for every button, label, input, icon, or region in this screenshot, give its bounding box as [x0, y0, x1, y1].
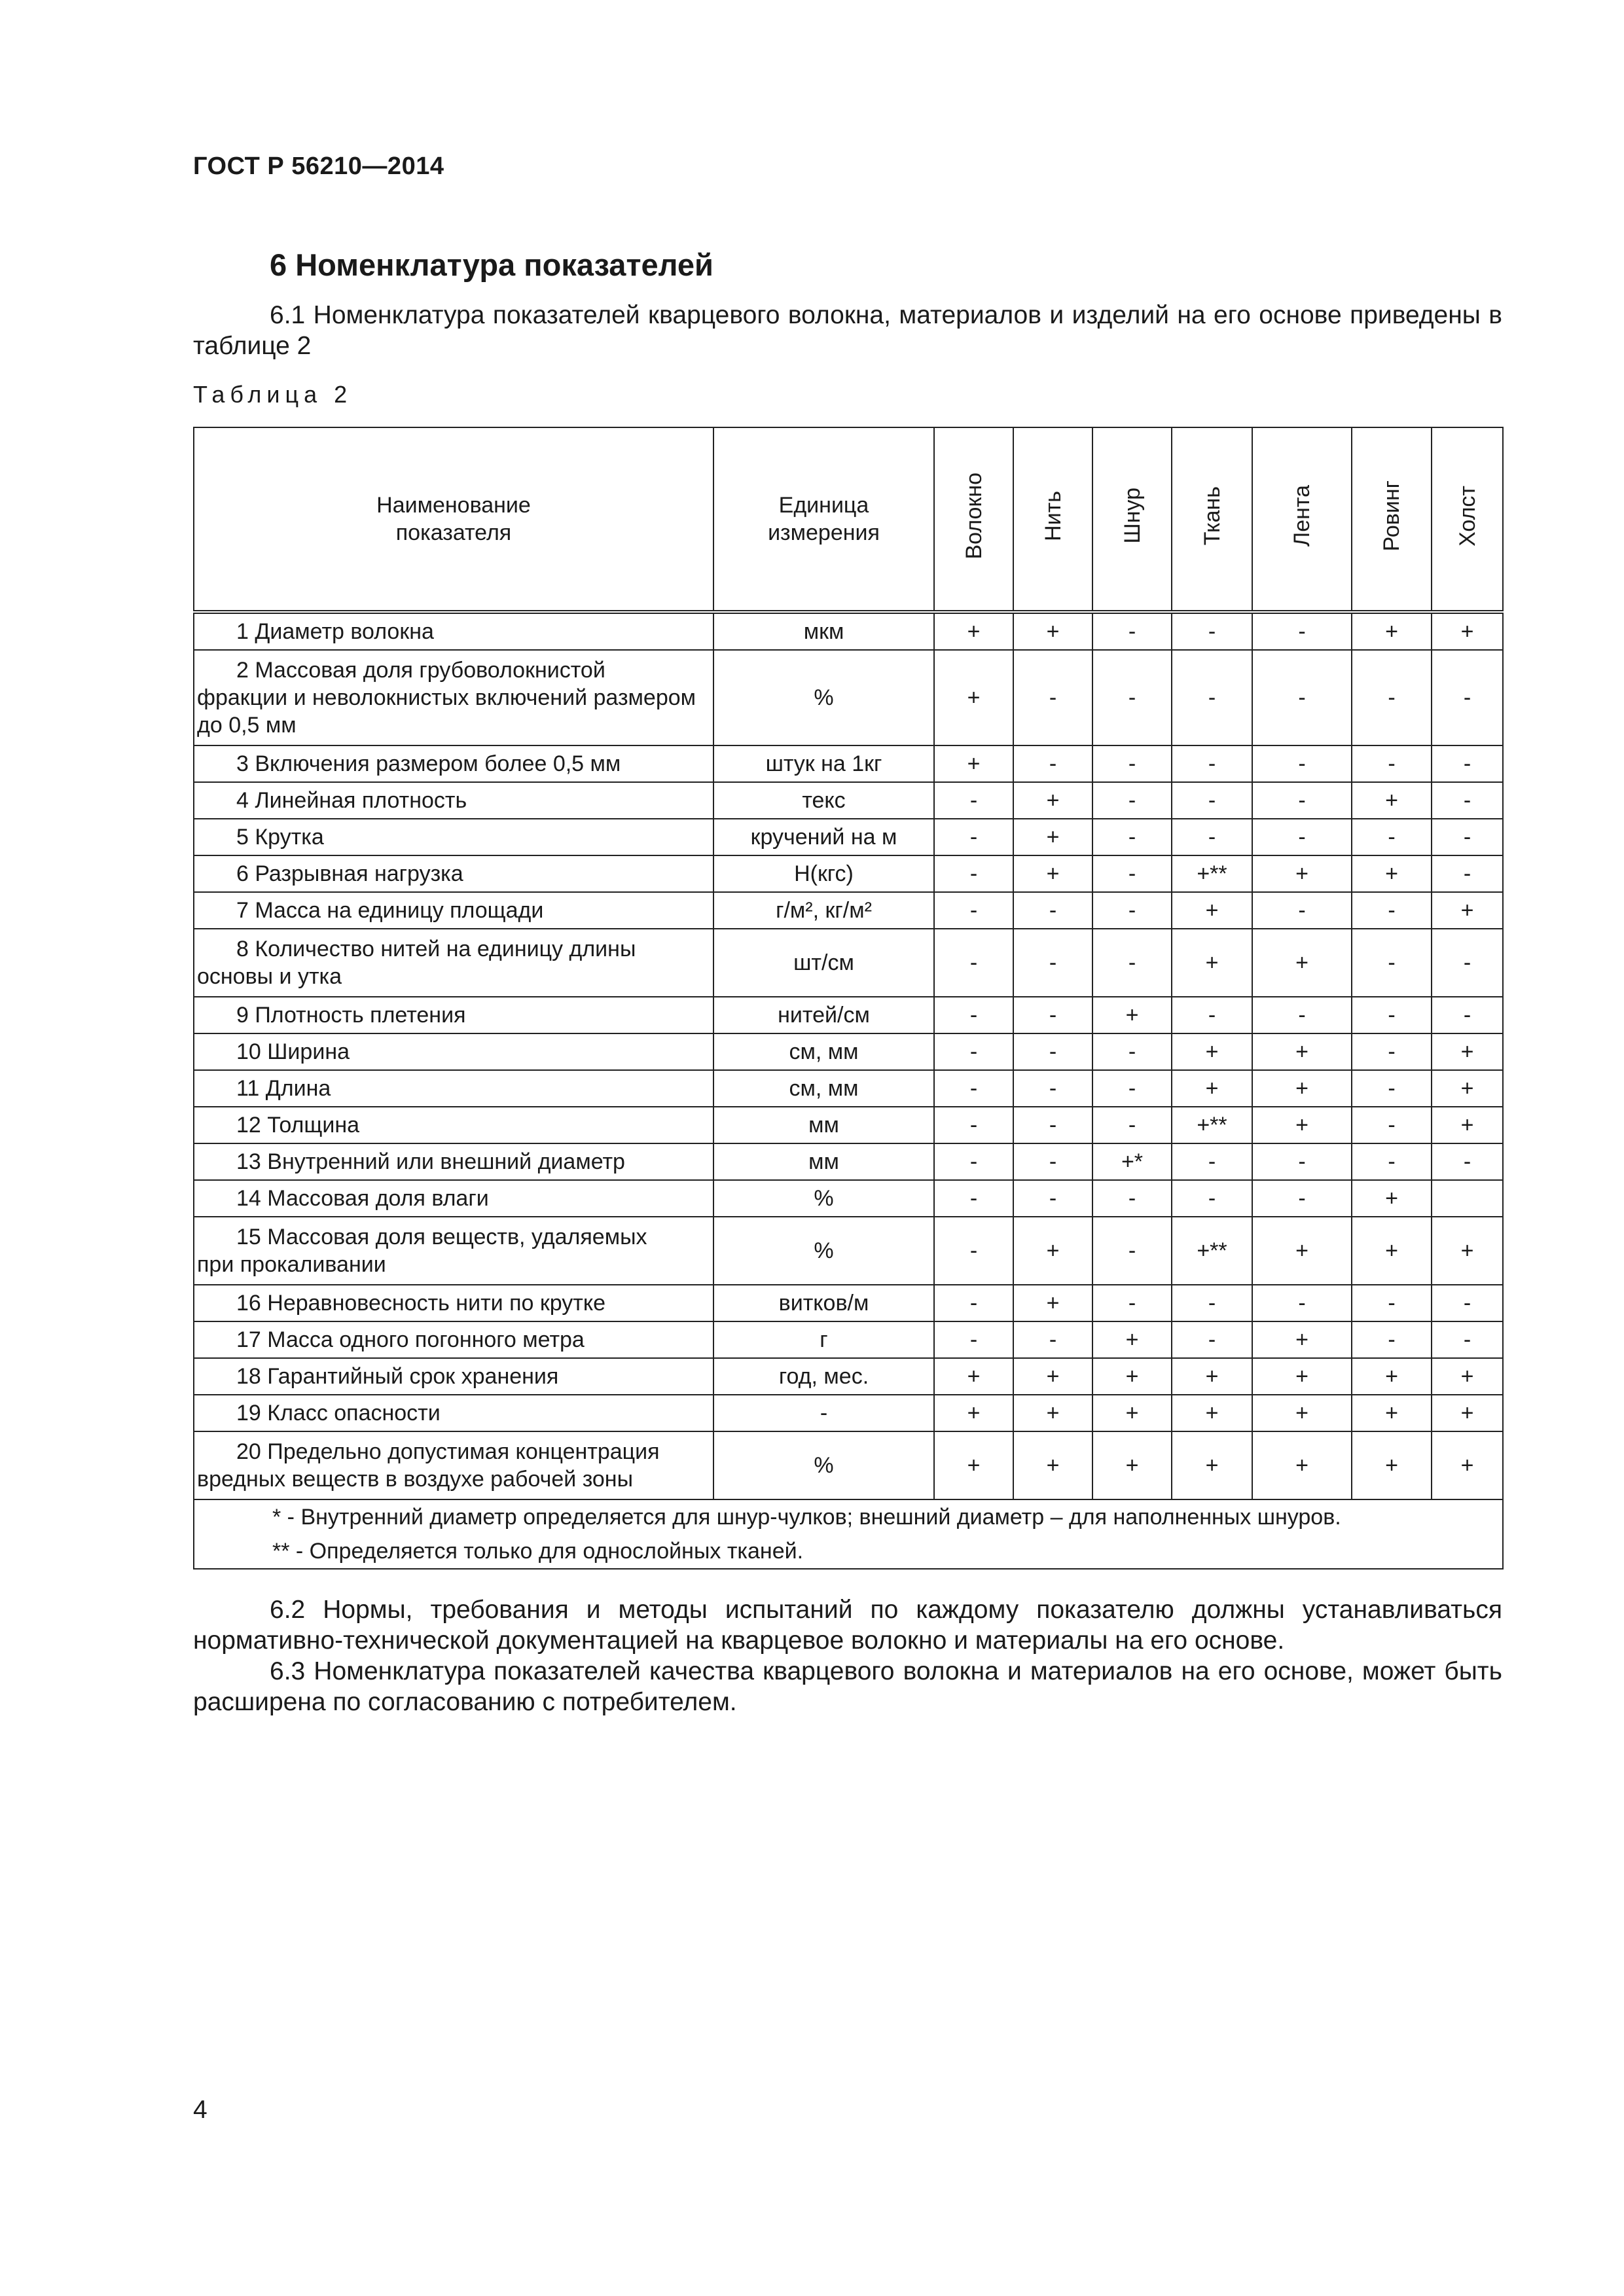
row-value-3: -: [1172, 1143, 1252, 1180]
table-row: [194, 1180, 1503, 1217]
row-value-0: -: [934, 892, 1013, 929]
row-value-0: -: [934, 855, 1013, 892]
row-unit: год, мес.: [713, 1358, 934, 1395]
header-product-3: Ткань: [1172, 427, 1252, 612]
row-value-2: -: [1092, 1217, 1172, 1285]
header-product-5: Ровинг: [1352, 427, 1432, 612]
row-value-0: -: [934, 1217, 1013, 1285]
row-value-5: +: [1352, 1395, 1432, 1431]
table-row: [194, 855, 1503, 892]
row-value-5: +: [1352, 1431, 1432, 1499]
row-value-3: +**: [1172, 1107, 1252, 1143]
row-name: [194, 1395, 713, 1431]
row-name-first-line: 7 Масса на единицу площади: [236, 898, 544, 923]
row-value-0: -: [934, 1033, 1013, 1070]
row-value-2: -: [1092, 1033, 1172, 1070]
table-row: [194, 1358, 1503, 1395]
row-name-first-line: 13 Внутренний или внешний диаметр: [236, 1149, 625, 1174]
row-value-5: -: [1352, 1070, 1432, 1107]
row-name-first-line: 17 Масса одного погонного метра: [236, 1327, 585, 1352]
header-product-1: Нить: [1013, 427, 1092, 612]
row-value-2: -: [1092, 929, 1172, 997]
table-row: [194, 612, 1503, 650]
row-value-1: +: [1013, 1395, 1092, 1431]
row-value-5: -: [1352, 1107, 1432, 1143]
row-value-0: -: [934, 1070, 1013, 1107]
row-value-1: +: [1013, 612, 1092, 650]
table-notes-row: [194, 1499, 1503, 1569]
row-name-first-line: 11 Длина: [236, 1076, 331, 1101]
row-value-5: -: [1352, 1321, 1432, 1358]
row-name-first-line: 18 Гарантийный срок хранения: [236, 1364, 559, 1389]
row-value-6: -: [1432, 1285, 1503, 1321]
row-value-0: +: [934, 612, 1013, 650]
row-value-6: -: [1432, 929, 1503, 997]
row-value-2: +: [1092, 1395, 1172, 1431]
row-value-3: +: [1172, 1033, 1252, 1070]
row-name: [194, 1033, 713, 1070]
row-name: [194, 1107, 713, 1143]
row-value-1: -: [1013, 1070, 1092, 1107]
row-name-first-line: 3 Включения размером более 0,5 мм: [236, 751, 621, 776]
row-name-first-line: 14 Массовая доля влаги: [236, 1186, 489, 1211]
row-value-6: -: [1432, 745, 1503, 782]
row-name-first-line: 15 Массовая доля веществ, удаляемых: [236, 1225, 647, 1249]
table-row: [194, 1431, 1503, 1499]
row-value-2: -: [1092, 1070, 1172, 1107]
row-value-6: -: [1432, 855, 1503, 892]
table-row: [194, 1217, 1503, 1285]
row-unit: %: [713, 1180, 934, 1217]
paragraph-6-3: 6.3 Номенклатура показателей качества кварцевого волокна и материалов на его основе, может быть расширена по согласованию с потребителем.: [193, 1657, 1502, 1716]
row-value-6: +: [1432, 1107, 1503, 1143]
row-value-6: -: [1432, 819, 1503, 855]
row-name-first-line: 12 Толщина: [236, 1113, 360, 1138]
row-value-4: -: [1252, 1285, 1352, 1321]
row-unit: см, мм: [713, 1033, 934, 1070]
row-value-6: +: [1432, 1395, 1503, 1431]
row-value-0: +: [934, 745, 1013, 782]
row-value-5: +: [1352, 782, 1432, 819]
row-value-1: -: [1013, 745, 1092, 782]
row-name: [194, 819, 713, 855]
row-value-3: +: [1172, 1431, 1252, 1499]
row-value-4: +: [1252, 1033, 1352, 1070]
row-name-first-line: 16 Неравновесность нити по крутке: [236, 1291, 605, 1316]
row-value-1: +: [1013, 1217, 1092, 1285]
row-value-6: +: [1432, 1358, 1503, 1395]
row-value-2: +: [1092, 1431, 1172, 1499]
row-value-4: +: [1252, 855, 1352, 892]
row-unit: штук на 1кг: [713, 745, 934, 782]
row-value-2: -: [1092, 782, 1172, 819]
row-value-4: -: [1252, 819, 1352, 855]
row-value-4: +: [1252, 1431, 1352, 1499]
row-value-5: -: [1352, 892, 1432, 929]
row-value-1: -: [1013, 929, 1092, 997]
row-value-3: -: [1172, 819, 1252, 855]
row-value-0: -: [934, 819, 1013, 855]
row-value-1: -: [1013, 997, 1092, 1033]
paragraph-6-1: 6.1 Номенклатура показателей кварцевого волокна, материалов и изделий на его основе приведены в таблице 2: [193, 301, 1502, 360]
row-value-3: +**: [1172, 855, 1252, 892]
row-value-0: +: [934, 650, 1013, 745]
row-value-6: +: [1432, 1217, 1503, 1285]
row-value-3: -: [1172, 782, 1252, 819]
row-value-1: -: [1013, 650, 1092, 745]
header-product-4: Лента: [1252, 427, 1352, 612]
row-unit: кручений на м: [713, 819, 934, 855]
row-value-3: +: [1172, 1395, 1252, 1431]
row-name: [194, 1180, 713, 1217]
row-unit: витков/м: [713, 1285, 934, 1321]
paragraph-6-2: 6.2 Нормы, требования и методы испытаний по каждому показателю должны устанавливаться нормативно-технической документацией на кварцевое волокно и материалы на его основе.: [193, 1596, 1502, 1655]
row-name: [194, 1217, 713, 1285]
row-value-1: -: [1013, 1033, 1092, 1070]
row-value-1: +: [1013, 1358, 1092, 1395]
document-header: ГОСТ Р 56210—2014: [193, 152, 444, 180]
row-value-4: +: [1252, 1217, 1352, 1285]
row-value-1: -: [1013, 1180, 1092, 1217]
row-name-first-line: 2 Массовая доля грубоволокнистой: [236, 658, 605, 683]
row-value-2: -: [1092, 745, 1172, 782]
row-value-3: -: [1172, 1285, 1252, 1321]
row-unit: шт/см: [713, 929, 934, 997]
row-value-3: +: [1172, 1358, 1252, 1395]
row-unit: мкм: [713, 612, 934, 650]
row-value-2: -: [1092, 892, 1172, 929]
row-name-first-line: 1 Диаметр волокна: [236, 619, 434, 644]
row-value-5: +: [1352, 1217, 1432, 1285]
row-value-0: -: [934, 1107, 1013, 1143]
table-row: [194, 892, 1503, 929]
row-unit: мм: [713, 1143, 934, 1180]
section-title: 6 Номенклатура показателей: [270, 247, 713, 282]
row-value-2: -: [1092, 650, 1172, 745]
row-value-4: -: [1252, 650, 1352, 745]
row-value-6: -: [1432, 1143, 1503, 1180]
row-value-6: +: [1432, 892, 1503, 929]
row-value-2: -: [1092, 819, 1172, 855]
table-row: [194, 1070, 1503, 1107]
row-value-0: -: [934, 1321, 1013, 1358]
row-name-continuation: при прокаливании: [197, 1252, 386, 1277]
row-value-3: +: [1172, 929, 1252, 997]
row-value-2: +: [1092, 997, 1172, 1033]
row-unit: мм: [713, 1107, 934, 1143]
row-name: [194, 1143, 713, 1180]
row-value-4: -: [1252, 612, 1352, 650]
table-row: [194, 745, 1503, 782]
row-value-5: -: [1352, 929, 1432, 997]
row-value-6: -: [1432, 1321, 1503, 1358]
row-name: [194, 650, 713, 745]
row-name: [194, 1431, 713, 1499]
row-value-3: -: [1172, 612, 1252, 650]
table-row: [194, 997, 1503, 1033]
row-value-5: +: [1352, 612, 1432, 650]
row-name-first-line: 19 Класс опасности: [236, 1401, 441, 1426]
table-caption: Таблица 2: [193, 381, 353, 408]
row-value-3: -: [1172, 1180, 1252, 1217]
row-value-1: -: [1013, 1143, 1092, 1180]
row-value-4: -: [1252, 997, 1352, 1033]
row-value-0: +: [934, 1395, 1013, 1431]
row-unit: г: [713, 1321, 934, 1358]
row-name: [194, 855, 713, 892]
row-value-0: +: [934, 1431, 1013, 1499]
row-value-3: +: [1172, 1070, 1252, 1107]
row-value-2: +: [1092, 1358, 1172, 1395]
header-unit: Единица измерения: [713, 427, 934, 612]
row-value-1: +: [1013, 782, 1092, 819]
row-value-5: -: [1352, 819, 1432, 855]
row-unit: %: [713, 1217, 934, 1285]
row-value-3: +: [1172, 892, 1252, 929]
row-value-5: +: [1352, 855, 1432, 892]
row-value-4: +: [1252, 1107, 1352, 1143]
row-name-continuation: основы и утка: [197, 964, 342, 989]
row-name-first-line: 10 Ширина: [236, 1039, 350, 1064]
row-unit: %: [713, 650, 934, 745]
row-value-5: -: [1352, 1285, 1432, 1321]
row-value-3: -: [1172, 650, 1252, 745]
row-unit: Н(кгс): [713, 855, 934, 892]
row-value-5: -: [1352, 1033, 1432, 1070]
row-name: [194, 745, 713, 782]
row-name-continuation: вредных веществ в воздухе рабочей зоны: [197, 1467, 634, 1492]
table-row: [194, 1395, 1503, 1431]
table-notes: [194, 1499, 1503, 1569]
row-value-5: -: [1352, 650, 1432, 745]
row-value-0: -: [934, 929, 1013, 997]
table-row: [194, 1107, 1503, 1143]
row-value-0: -: [934, 1143, 1013, 1180]
row-value-1: +: [1013, 1285, 1092, 1321]
row-unit: см, мм: [713, 1070, 934, 1107]
row-value-5: +: [1352, 1180, 1432, 1217]
row-value-4: +: [1252, 1070, 1352, 1107]
header-product-6: Холст: [1432, 427, 1503, 612]
table-row: [194, 1143, 1503, 1180]
row-value-5: -: [1352, 997, 1432, 1033]
table-row: [194, 929, 1503, 997]
row-value-5: -: [1352, 1143, 1432, 1180]
row-value-2: -: [1092, 855, 1172, 892]
row-value-4: +: [1252, 1395, 1352, 1431]
row-name: [194, 612, 713, 650]
row-value-3: -: [1172, 997, 1252, 1033]
table-row: [194, 1321, 1503, 1358]
row-value-0: -: [934, 782, 1013, 819]
header-name: Наименование показателя: [194, 427, 713, 612]
table-row: [194, 650, 1503, 745]
row-name-first-line: 5 Крутка: [236, 825, 324, 850]
row-value-1: -: [1013, 1107, 1092, 1143]
row-value-6: +: [1432, 612, 1503, 650]
row-unit: -: [713, 1395, 934, 1431]
row-value-2: -: [1092, 1180, 1172, 1217]
row-value-4: -: [1252, 782, 1352, 819]
row-value-1: -: [1013, 1321, 1092, 1358]
row-name: [194, 1070, 713, 1107]
row-value-4: -: [1252, 745, 1352, 782]
row-value-1: +: [1013, 1431, 1092, 1499]
row-value-0: -: [934, 1285, 1013, 1321]
table-row: [194, 819, 1503, 855]
row-name: [194, 1285, 713, 1321]
row-value-6: -: [1432, 650, 1503, 745]
row-value-6: -: [1432, 997, 1503, 1033]
row-name: [194, 1321, 713, 1358]
header-product-2: Шнур: [1092, 427, 1172, 612]
table-row: [194, 1033, 1503, 1070]
row-name: [194, 929, 713, 997]
note-single-star: * - Внутренний диаметр определяется для шнур-чулков; внешний диаметр – для наполненных шнуров.: [272, 1505, 1341, 1530]
row-name-first-line: 6 Разрывная нагрузка: [236, 861, 463, 886]
row-value-2: -: [1092, 1107, 1172, 1143]
row-value-4: +: [1252, 1321, 1352, 1358]
row-value-6: +: [1432, 1431, 1503, 1499]
row-name: [194, 782, 713, 819]
row-value-4: -: [1252, 1143, 1352, 1180]
row-value-2: -: [1092, 1285, 1172, 1321]
row-unit: %: [713, 1431, 934, 1499]
indicators-table: [193, 427, 1504, 1570]
row-name-first-line: 8 Количество нитей на единицу длины: [236, 937, 636, 961]
row-value-3: -: [1172, 745, 1252, 782]
row-unit: текс: [713, 782, 934, 819]
row-value-2: +: [1092, 1321, 1172, 1358]
row-value-4: -: [1252, 1180, 1352, 1217]
row-name: [194, 997, 713, 1033]
table-header-row: [194, 427, 1503, 612]
row-unit: г/м², кг/м²: [713, 892, 934, 929]
row-value-6: +: [1432, 1033, 1503, 1070]
row-value-2: -: [1092, 612, 1172, 650]
row-value-3: +**: [1172, 1217, 1252, 1285]
row-value-4: +: [1252, 929, 1352, 997]
row-value-6: -: [1432, 782, 1503, 819]
row-name-first-line: 20 Предельно допустимая концентрация: [236, 1439, 660, 1464]
row-value-5: +: [1352, 1358, 1432, 1395]
row-value-0: -: [934, 997, 1013, 1033]
row-name-continuation: фракции и неволокнистых включений размером до 0,5 мм: [197, 685, 696, 738]
row-name-first-line: 4 Линейная плотность: [236, 788, 467, 813]
row-value-4: +: [1252, 1358, 1352, 1395]
row-name-first-line: 9 Плотность плетения: [236, 1003, 466, 1028]
row-value-1: +: [1013, 855, 1092, 892]
row-value-4: -: [1252, 892, 1352, 929]
row-name: [194, 892, 713, 929]
header-product-0: Волокно: [934, 427, 1013, 612]
row-value-1: -: [1013, 892, 1092, 929]
page-number: 4: [193, 2096, 208, 2124]
row-value-1: +: [1013, 819, 1092, 855]
row-value-0: -: [934, 1180, 1013, 1217]
row-value-3: -: [1172, 1321, 1252, 1358]
row-name: [194, 1358, 713, 1395]
row-value-6: +: [1432, 1070, 1503, 1107]
row-unit: нитей/см: [713, 997, 934, 1033]
row-value-2: +*: [1092, 1143, 1172, 1180]
table-row: [194, 782, 1503, 819]
note-double-star: ** - Определяется только для однослойных тканей.: [272, 1539, 804, 1564]
table-row: [194, 1285, 1503, 1321]
row-value-0: +: [934, 1358, 1013, 1395]
row-value-6: [1432, 1180, 1503, 1217]
row-value-5: -: [1352, 745, 1432, 782]
